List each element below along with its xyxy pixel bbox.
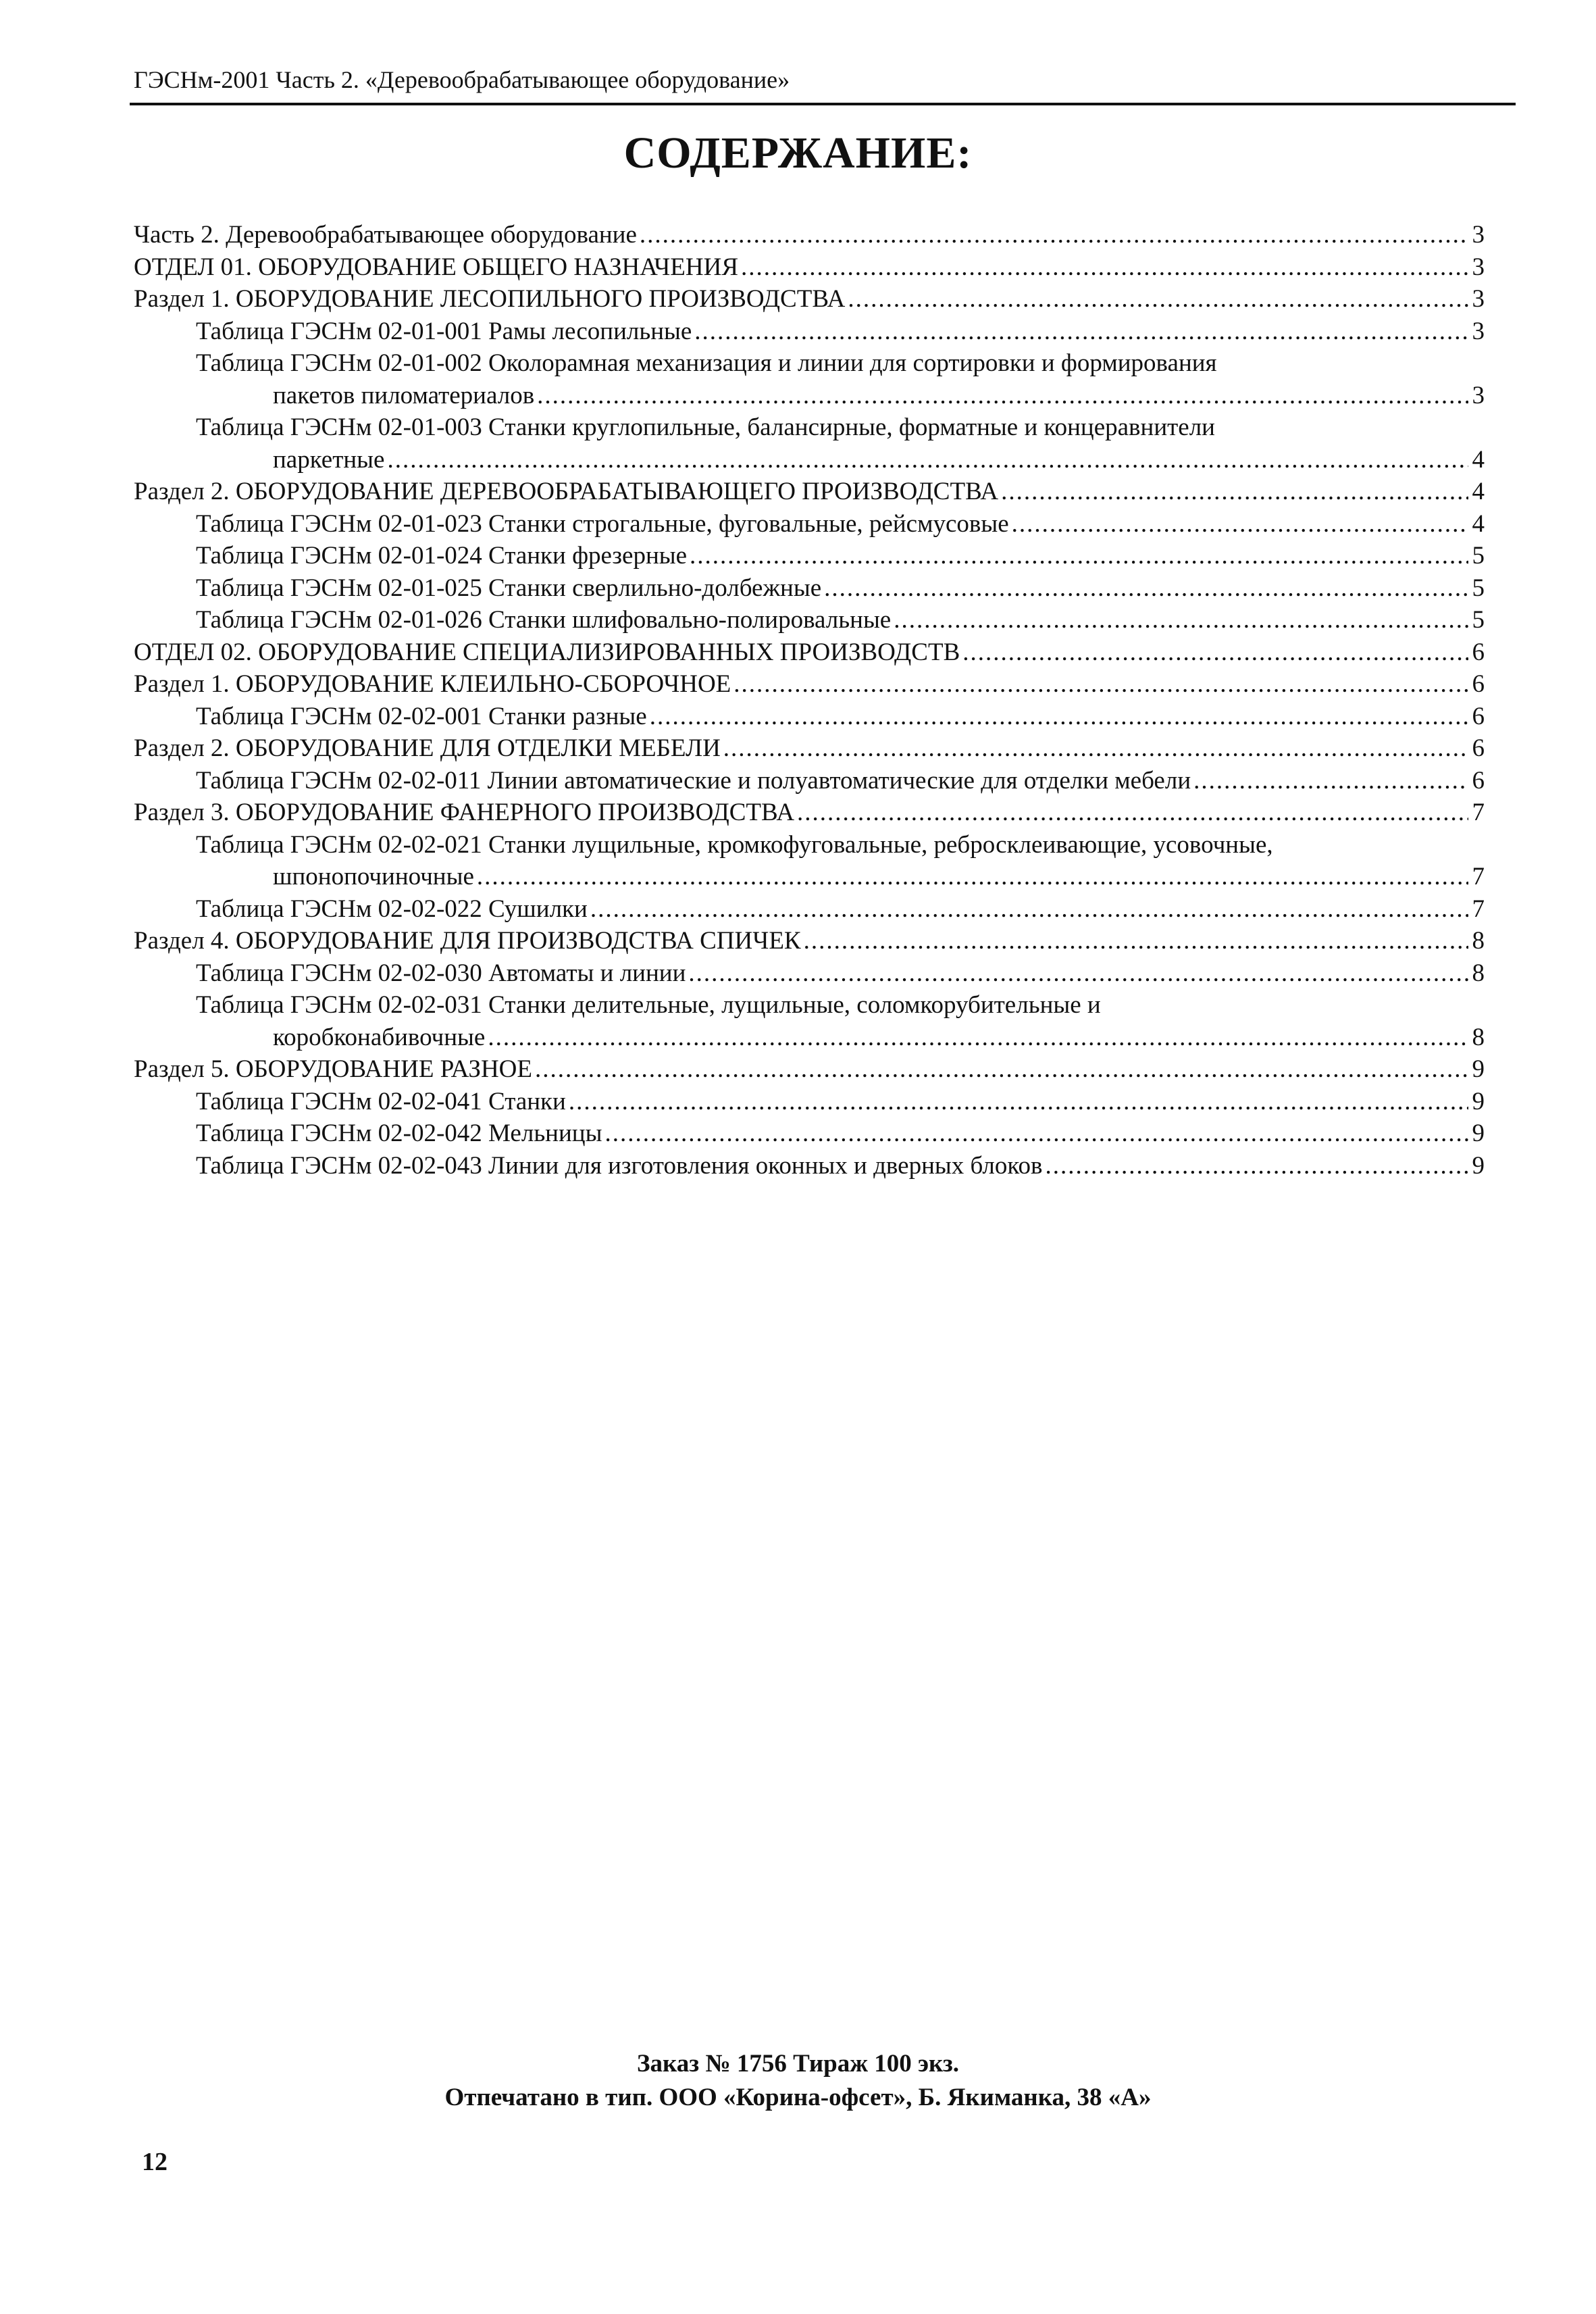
toc-page-number: 7 [1472,895,1485,923]
dot-leader [569,1086,1468,1118]
toc-entry-section[interactable] [134,732,1485,765]
toc-page-number: 9 [1472,1055,1485,1083]
toc-page-number: 8 [1472,959,1485,987]
toc-page-number: 7 [1472,799,1485,826]
toc-entry-table[interactable] [134,1117,1485,1150]
toc-page-number: 9 [1472,1151,1485,1180]
order-line: Заказ № 1756 Тираж 100 экз. [636,2050,959,2078]
toc-entry-section[interactable] [134,925,1485,957]
toc-entry-text: Таблица ГЭСНм 02-01-024 Станки фрезерные [196,542,688,570]
dot-leader [477,861,1468,893]
dot-leader [962,636,1468,669]
toc-entry-text: Таблица ГЭСНм 02-01-001 Рамы лесопильные [196,317,692,345]
toc-entry-text: Таблица ГЭСНм 02-02-031 Станки делительные, лущильные, соломкорубительные и [196,991,1101,1019]
dot-leader [797,797,1468,829]
toc-entry-section[interactable] [134,283,1485,316]
dot-leader [650,701,1468,733]
toc-entry-table[interactable] [134,765,1485,797]
toc-page-number: 6 [1472,702,1485,730]
toc-page-number: 4 [1472,509,1485,538]
toc-page-number: 6 [1472,638,1485,666]
toc-entry-table-continued[interactable] [134,444,1485,476]
toc-entry-table-continued[interactable] [134,380,1485,412]
toc-entry-text: Таблица ГЭСНм 02-02-042 Мельницы [196,1120,602,1147]
toc-entry-table[interactable] [134,1086,1485,1118]
toc-entry-text: Таблица ГЭСНм 02-02-043 Линии для изготовления оконных и дверных блоков [196,1151,1043,1180]
toc-page-number: 4 [1472,445,1485,474]
toc-entry-table-continued[interactable] [134,1022,1485,1054]
dot-leader [535,1053,1468,1086]
toc-entry-text: коробконабивочные [273,1023,486,1051]
dot-leader [688,957,1468,990]
toc-entry-text: Раздел 2. ОБОРУДОВАНИЕ ДЛЯ ОТДЕЛКИ МЕБЕЛИ [134,734,721,762]
toc-page-number: 5 [1472,542,1485,570]
toc-page-number: 4 [1472,478,1485,505]
dot-leader [894,604,1468,636]
dot-leader [804,925,1468,957]
toc-entry-text: ОТДЕЛ 02. ОБОРУДОВАНИЕ СПЕЦИАЛИЗИРОВАННЫХ ПРОИЗВОДСТВ [134,638,960,666]
toc-entry-text: Таблица ГЭСНм 02-02-021 Станки лущильные, кромкофуговальные, ребросклеивающие, усовочные, [196,830,1273,859]
dot-leader [1012,508,1468,540]
dot-leader [741,251,1468,284]
toc-entry-text: Раздел 3. ОБОРУДОВАНИЕ ФАНЕРНОГО ПРОИЗВОДСТВА [134,799,795,826]
dot-leader [537,380,1468,412]
toc-entry-division[interactable] [134,251,1485,284]
dot-leader [604,1117,1468,1150]
toc-entry-text: Таблица ГЭСНм 02-01-003 Станки круглопильные, балансирные, форматные и концеравнители [196,413,1215,441]
dot-leader [824,572,1468,605]
toc-page-number: 5 [1472,574,1485,602]
page-number: 12 [142,2148,168,2176]
toc-page-number: 6 [1472,734,1485,762]
toc-entry-table[interactable] [134,572,1485,605]
toc-entry-text: Раздел 4. ОБОРУДОВАНИЕ ДЛЯ ПРОИЗВОДСТВА СПИЧЕК [134,927,801,955]
toc-entry-text: Раздел 2. ОБОРУДОВАНИЕ ДЕРЕВООБРАБАТЫВАЮЩЕГО ПРОИЗВОДСТВА [134,478,999,505]
toc-page-number: 5 [1472,606,1485,634]
toc-entry-text: Таблица ГЭСНм 02-01-025 Станки сверлильно-долбежные [196,574,822,602]
toc-entry-section[interactable] [134,668,1485,701]
toc-entry-text: Раздел 1. ОБОРУДОВАНИЕ ЛЕСОПИЛЬНОГО ПРОИЗВОДСТВА [134,285,846,313]
toc-page-number: 9 [1472,1087,1485,1115]
toc-page-number: 6 [1472,670,1485,698]
dot-leader [848,283,1468,316]
toc-page-number: 3 [1472,285,1485,313]
page-title: СОДЕРЖАНИЕ: [623,128,973,178]
toc-entry-text: пакетов пиломатериалов [273,381,535,409]
dot-leader [640,219,1468,251]
toc-entry-text: паркетные [273,445,385,474]
dot-leader [590,893,1468,926]
dot-leader [1045,1150,1468,1182]
printer-line: Отпечатано в тип. ООО «Корина-офсет», Б. Якиманка, 38 «А» [444,2084,1152,2111]
dot-leader [1193,765,1468,797]
toc-entry-table[interactable] [134,957,1485,990]
toc-entry-text: Таблица ГЭСНм 02-02-041 Станки [196,1087,566,1115]
toc-entry-division[interactable] [134,636,1485,669]
toc-entry-text: Таблица ГЭСНм 02-01-002 Околорамная механизация и линии для сортировки и формирования [196,349,1217,377]
dot-leader [694,316,1468,348]
toc-entry-text: ОТДЕЛ 01. ОБОРУДОВАНИЕ ОБЩЕГО НАЗНАЧЕНИЯ [134,253,739,281]
toc-entry-table[interactable] [134,347,1485,380]
toc-page-number: 3 [1472,381,1485,409]
toc-entry-table[interactable] [134,829,1485,861]
toc-entry-table[interactable] [134,411,1485,444]
toc-page-number: 3 [1472,221,1485,249]
toc-page-number: 9 [1472,1120,1485,1147]
toc-entry-table[interactable] [134,540,1485,572]
toc-entry-text: Часть 2. Деревообрабатывающее оборудование [134,221,637,249]
toc-entry-section[interactable] [134,1053,1485,1086]
toc-entry-table[interactable] [134,508,1485,540]
toc-entry-table[interactable] [134,1150,1485,1182]
toc-entry-section[interactable] [134,797,1485,829]
toc-entry-table[interactable] [134,316,1485,348]
toc-entry-table[interactable] [134,701,1485,733]
dot-leader [488,1022,1468,1054]
toc-entry-text: Раздел 1. ОБОРУДОВАНИЕ КЛЕИЛЬНО-СБОРОЧНОЕ [134,670,731,698]
toc-entry-text: Таблица ГЭСНм 02-01-026 Станки шлифовально-полировальные [196,606,892,634]
toc-entry-text: Таблица ГЭСНм 02-02-001 Станки разные [196,702,647,730]
toc-page-number: 8 [1472,927,1485,955]
toc-page-number: 8 [1472,1023,1485,1051]
toc-entry-text: шпонопочиночные [273,863,474,890]
toc-entry-table[interactable] [134,893,1485,926]
toc-entry-text: Таблица ГЭСНм 02-02-011 Линии автоматические и полуавтоматические для отделки мебели [196,766,1191,795]
toc-entry-table-continued[interactable] [134,861,1485,893]
dot-leader [690,540,1468,572]
toc-entry-table[interactable] [134,604,1485,636]
dot-leader [733,668,1468,701]
toc-entry-text: Таблица ГЭСНм 02-02-030 Автоматы и линии [196,959,686,987]
dot-leader [387,444,1468,476]
toc-entry-section[interactable] [134,476,1485,508]
toc-entry-text: Таблица ГЭСНм 02-02-022 Сушилки [196,895,588,923]
toc-page-number: 3 [1472,317,1485,345]
running-header: ГЭСНм-2001 Часть 2. «Деревообрабатывающее оборудование» [134,66,790,93]
dot-leader [723,732,1468,765]
toc-entry-text: Таблица ГЭСНм 02-01-023 Станки строгальные, фуговальные, рейсмусовые [196,509,1009,538]
toc-page-number: 3 [1472,253,1485,281]
toc-entry-part[interactable] [134,219,1485,251]
imprint [0,2047,1596,2115]
toc-entry-table[interactable] [134,989,1485,1022]
toc-entry-text: Раздел 5. ОБОРУДОВАНИЕ РАЗНОЕ [134,1055,532,1083]
toc-page-number: 6 [1472,766,1485,795]
toc-page-number: 7 [1472,863,1485,890]
header-rule [130,103,1516,105]
dot-leader [1001,476,1468,508]
table-of-contents [134,219,1485,1182]
